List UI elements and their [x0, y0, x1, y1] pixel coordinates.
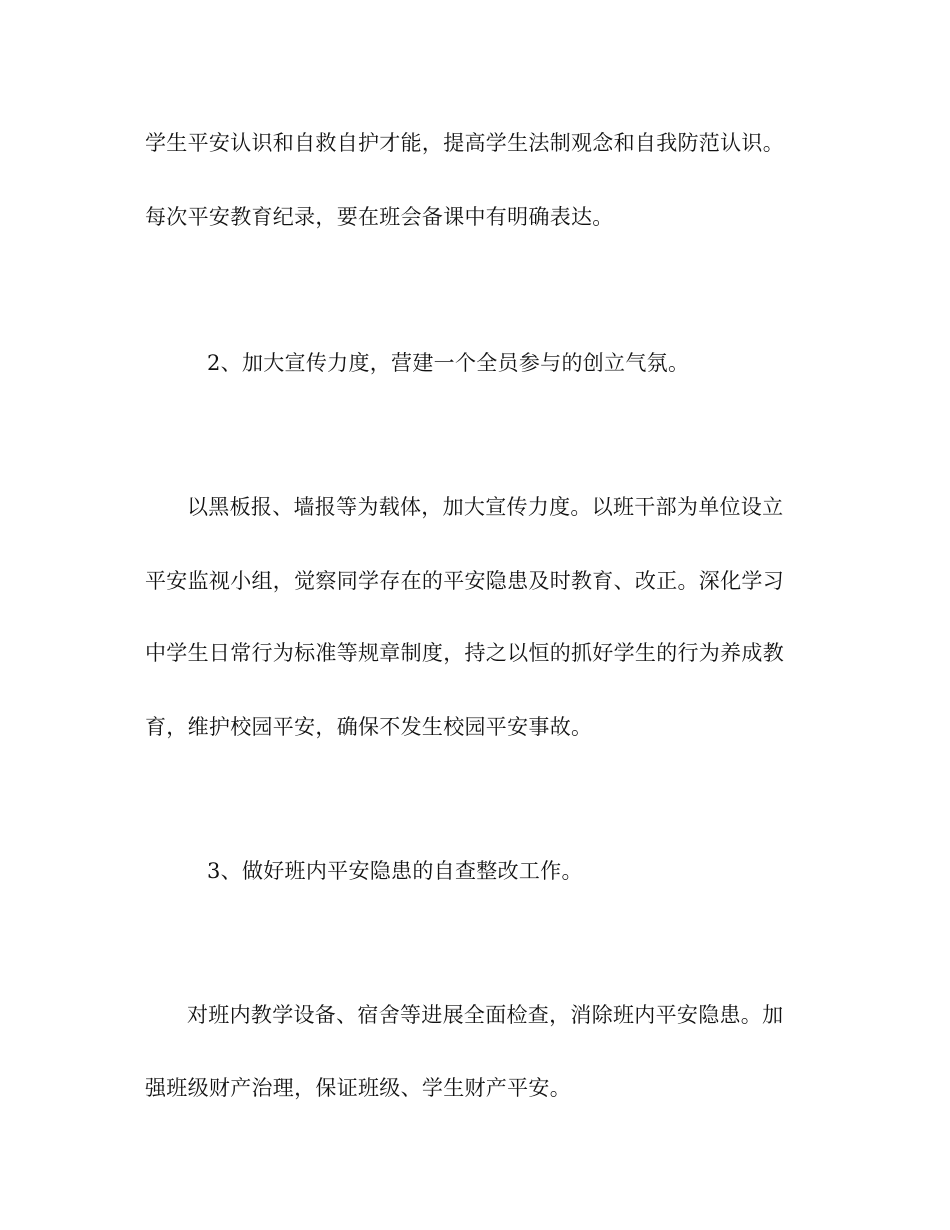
paragraph-1-line-2: 每次平安教育纪录，要在班会备课中有明确表达。: [145, 205, 614, 229]
paragraph-1-line-1: 学生平安认识和自救自护才能，提高学生法制观念和自我防范认识。: [145, 131, 784, 155]
section-heading-3: 3、做好班内平安隐患的自查整改工作。: [207, 859, 583, 883]
paragraph-2-line-2: 平安监视小组，觉察同学存在的平安隐患及时教育、改正。深化学习: [145, 569, 784, 593]
paragraph-2-line-3: 中学生日常行为标准等规章制度，持之以恒的抓好学生的行为养成教: [145, 641, 784, 665]
paragraph-2-line-4: 育，维护校园平安，确保不发生校园平安事故。: [145, 715, 593, 739]
section-heading-2: 2、加大宣传力度，营建一个全员参与的创立气氛。: [207, 351, 690, 375]
paragraph-3-line-2: 强班级财产治理，保证班级、学生财产平安。: [145, 1076, 571, 1100]
paragraph-2-line-1: 以黑板报、墙报等为载体，加大宣传力度。以班干部为单位设立: [187, 495, 784, 519]
paragraph-3-line-1: 对班内教学设备、宿舍等进展全面检查，消除班内平安隐患。加: [187, 1003, 784, 1027]
